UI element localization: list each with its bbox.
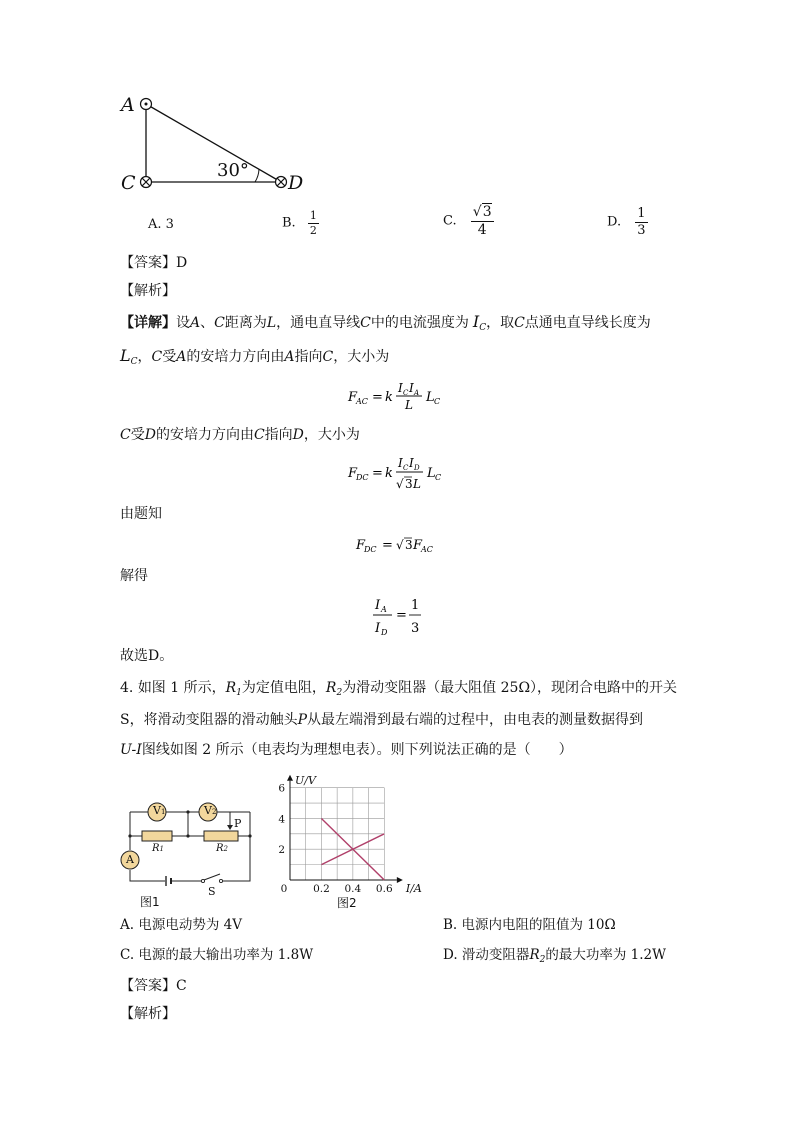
fraction (635, 207, 647, 237)
triangle-svg (115, 92, 315, 197)
q4-line-2 (120, 713, 643, 727)
v-letter: V (204, 804, 212, 817)
denominator: 3 (637, 222, 646, 238)
var-c: C (360, 315, 371, 331)
vertex-d-label: D (288, 172, 304, 194)
junction-dot (186, 834, 189, 837)
q3-analysis-label: 【解析】 (120, 283, 176, 299)
svg-text:L: L (427, 466, 436, 481)
subscript: C (479, 323, 487, 333)
svg-text:F: F (348, 390, 358, 405)
subscript: 2 (539, 955, 546, 965)
x-axis-label: I/A (405, 882, 422, 895)
var-p: P (297, 712, 308, 728)
figure-2-caption: 图2 (337, 896, 357, 910)
svg-text:AC: AC (421, 545, 433, 554)
svg-text:I: I (375, 621, 381, 636)
angle-arc (255, 169, 259, 182)
ammeter-label: A (126, 853, 134, 866)
var-a: A (176, 349, 187, 365)
y-tick-label: 6 (278, 782, 285, 795)
side-ad (146, 104, 281, 182)
option-d (607, 207, 648, 237)
v-letter: V (153, 804, 161, 817)
switch-lever (204, 874, 220, 880)
r-letter: R (216, 843, 224, 854)
figure-1-caption: 图1 (140, 895, 160, 909)
var-c: C (120, 427, 131, 443)
svg-text:A: A (414, 389, 420, 397)
symbol-l: L (120, 346, 131, 365)
subscript: 1 (236, 688, 242, 698)
y-axis-label: U/V (295, 773, 316, 787)
switch-contact (219, 879, 222, 882)
svg-text:k: k (385, 466, 393, 481)
text: ，大小为 (333, 349, 390, 365)
wire (222, 836, 250, 881)
svg-text:DC: DC (364, 545, 377, 554)
text: 的安培力方向由 (155, 427, 254, 443)
svg-text:C: C (434, 397, 441, 406)
var-c: C (514, 315, 525, 331)
svg-text:AC: AC (356, 397, 368, 406)
svg-text:I: I (409, 381, 414, 395)
svg-text:F: F (348, 466, 358, 481)
r2-label (216, 844, 228, 854)
subscript: 1 (160, 808, 166, 816)
triangle-figure (115, 92, 315, 197)
svg-text:L: L (426, 390, 435, 405)
formula-svg (340, 530, 470, 558)
text: D. 滑动变阻器 (443, 947, 530, 963)
option-b (282, 210, 319, 236)
denominator: 4 (477, 221, 487, 238)
svg-text:√: √ (396, 477, 404, 491)
svg-text:C: C (403, 389, 409, 397)
current-in-icon (276, 177, 287, 188)
switch-label: S (208, 885, 216, 898)
subscript: 2 (336, 688, 343, 698)
svg-text:1: 1 (411, 598, 420, 613)
subscript: 2 (223, 845, 228, 853)
subscript: 1 (159, 845, 164, 853)
y-tick-label: 4 (278, 813, 285, 826)
option-letter: A. (148, 217, 162, 232)
svg-text:=: = (372, 390, 383, 405)
given-text: 由题知 (120, 506, 162, 522)
svg-text:I: I (398, 381, 403, 395)
symbol-r: R (325, 680, 337, 696)
detail-tag: 【详解】 (120, 315, 176, 331)
subscript: C (130, 357, 138, 367)
text: 指向 (264, 427, 293, 443)
q4-line-1 (120, 680, 678, 698)
svg-text:L: L (413, 477, 421, 491)
var-d: D (292, 427, 304, 443)
var-l: L (266, 315, 277, 331)
var-c: C (214, 315, 225, 331)
x-tick-label: 0.2 (313, 883, 330, 895)
current-out-icon (141, 99, 152, 110)
q4-option-b: B. 电源内电阻的阻值为 10Ω (443, 917, 616, 933)
svg-text:3: 3 (405, 477, 413, 491)
option-letter: C. (443, 213, 457, 229)
svg-text:DC: DC (356, 473, 369, 482)
q4-option-d (443, 949, 666, 963)
option-a (148, 218, 174, 231)
current-in-icon (141, 177, 152, 188)
fraction (471, 205, 494, 237)
circuit-figure (110, 790, 270, 910)
angle-label: 30° (217, 160, 249, 181)
var-ui: U-I (120, 742, 142, 758)
subscript: 2 (211, 808, 217, 816)
svg-text:I: I (398, 456, 403, 470)
formula-ratio-force (340, 530, 470, 558)
formula-svg (365, 590, 435, 640)
svg-text:3: 3 (411, 621, 420, 636)
option-letter: D. (607, 214, 622, 230)
text: 中的电流强度为 (370, 315, 469, 331)
svg-text:D: D (414, 464, 420, 472)
q4-option-a: A. 电源电动势为 4V (120, 917, 242, 933)
choose-text: 故选D。 (120, 648, 174, 664)
root-value: 3 (482, 204, 492, 220)
text: 为定值电阻， (241, 680, 326, 696)
text: ，取 (486, 315, 515, 331)
text: 如图 1 所示， (137, 680, 226, 696)
text: 从最左端滑到最右端的过程中，由电表的测量数据得到 (307, 712, 644, 728)
numerator: 1 (637, 206, 646, 221)
length-lc (120, 346, 138, 367)
var-c: C (322, 349, 334, 365)
svg-text:√: √ (396, 538, 404, 552)
vertex-a-label: A (121, 94, 135, 116)
rheostat-r2-shape (204, 831, 238, 841)
var-a: A (190, 315, 201, 331)
symbol-i: I (472, 312, 480, 331)
text: ，通电直导线 (276, 315, 361, 331)
vertex-c-label: C (121, 172, 136, 194)
x-tick-label: 0.6 (375, 883, 393, 895)
denominator: 2 (309, 223, 317, 237)
text: 受 (162, 349, 177, 365)
text: 的最大功率为 1.2W (545, 947, 666, 963)
q4-analysis-label: 【解析】 (120, 1006, 176, 1022)
text: 受 (130, 427, 145, 443)
text: 设 (176, 315, 190, 331)
resistor-r1-shape (142, 831, 172, 841)
text: 指向 (294, 349, 323, 365)
formula-f-dc (330, 450, 480, 496)
formula-ratio-current (365, 590, 435, 640)
junction-dot (186, 810, 189, 813)
text: 距离为 (224, 315, 267, 331)
text: 、 (200, 315, 215, 331)
x-tick-label: 0.4 (344, 883, 362, 895)
x-axis-arrow-icon (397, 877, 403, 883)
r-letter: R (152, 843, 160, 854)
svg-text:3: 3 (405, 538, 413, 552)
v2-label (204, 805, 216, 816)
detail-line-1 (120, 312, 651, 333)
svg-text:I: I (375, 598, 381, 613)
text: S，将滑动变阻器的滑动触头 (120, 712, 298, 728)
svg-text:A: A (381, 605, 387, 614)
solve-text: 解得 (120, 568, 148, 584)
wire (130, 870, 165, 881)
q3-answer: 【答案】D (120, 255, 188, 271)
numerator: √3 (472, 204, 492, 220)
y-tick-label: 2 (278, 844, 285, 857)
option-c (443, 205, 494, 237)
formula-f-ac (330, 375, 480, 415)
svg-text:F: F (413, 538, 423, 553)
text: 为滑动变阻器（最大阻值 25Ω），现闭合电路中的开关 (342, 680, 678, 696)
svg-text:L: L (405, 398, 413, 412)
svg-text:=: = (382, 538, 393, 553)
option-letter: B. (282, 215, 296, 231)
q4-line-3 (120, 743, 573, 757)
detail-line-2 (120, 346, 390, 367)
svg-text:C: C (435, 473, 442, 482)
var-c: C (253, 427, 265, 443)
var-a: A (284, 349, 295, 365)
r1-label (152, 844, 164, 854)
resistor-r1 (226, 680, 242, 696)
text: 的安培力方向由 (186, 349, 285, 365)
option-value: 3 (165, 217, 174, 232)
text: ，大小为 (303, 427, 360, 443)
text: 点通电直导线长度为 (524, 315, 651, 331)
q4-option-c: C. 电源的最大输出功率为 1.8W (120, 947, 314, 963)
detail-line-3 (120, 428, 360, 442)
junction-dot (128, 834, 131, 837)
svg-text:=: = (396, 608, 407, 623)
junction-dot (248, 834, 251, 837)
svg-text:k: k (385, 390, 393, 405)
x-tick-label: 0 (280, 883, 288, 895)
q4-answer: 【答案】C (120, 978, 187, 994)
svg-text:C: C (403, 464, 409, 472)
var-c: C (151, 349, 163, 365)
svg-text:=: = (372, 466, 383, 481)
var-d: D (144, 427, 156, 443)
v1-label (153, 805, 165, 816)
current-ic (472, 312, 487, 333)
circuit-svg (110, 790, 270, 910)
formula-svg (330, 375, 480, 415)
svg-text:F: F (356, 538, 366, 553)
ui-chart-svg (270, 765, 420, 915)
y-axis-arrow-icon (287, 775, 293, 781)
resistor-r2 (326, 680, 342, 696)
symbol-r: R (225, 680, 237, 696)
svg-text:I: I (409, 456, 414, 470)
ui-chart (270, 765, 420, 915)
svg-text:D: D (381, 628, 388, 637)
question-number: 4. (120, 680, 134, 696)
slider-arrow-icon (227, 825, 233, 830)
numerator: 1 (309, 209, 317, 222)
symbol-r: R (529, 947, 540, 963)
text: ， (137, 349, 152, 365)
text: 图线如图 2 所示（电表均为理想电表）。则下列说法正确的是（ ） (141, 742, 573, 758)
fraction (308, 210, 319, 236)
slider-p-label: P (234, 817, 242, 830)
formula-svg (330, 450, 480, 496)
